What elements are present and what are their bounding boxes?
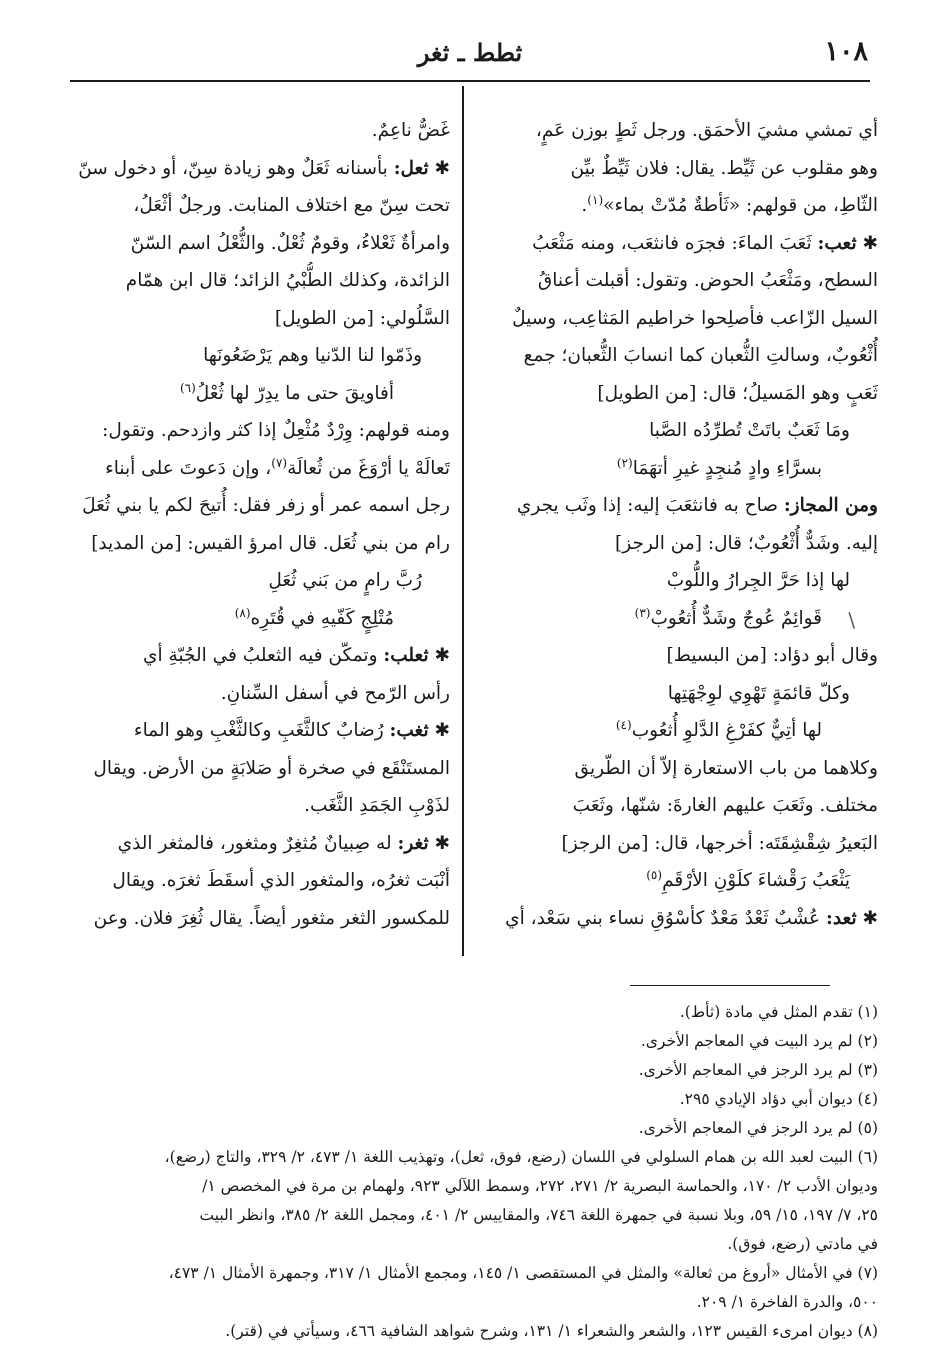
footnote-continuation: ٢٥، ٧/ ١٩٧، ١٥/ ٥٩، وبلا نسبة في جمهرة اللغة ٧٤٦، والمقاييس ٢/ ٤٠١، ومجمل اللغة ٢/ ٣٨٥، وانظر البيت bbox=[199, 1206, 878, 1224]
footnote-continuation: ٥٠٠، والدرة الفاخرة ١/ ٢٠٩. bbox=[696, 1293, 878, 1311]
entry-thaghar: ✱ ثغر: له صِبيانٌ مُثغِرٌ ومثغور، فالمثغر الذي bbox=[117, 832, 450, 854]
page-header bbox=[40, 32, 900, 76]
text-line: رجل اسمه عمر أو زفر فقل: أُتيحَ لكم يا بني ثُعَلَ bbox=[82, 495, 450, 516]
majaz-label: ومن المجاز: bbox=[783, 495, 878, 516]
text-line bbox=[50, 450, 450, 488]
verse-line bbox=[488, 712, 878, 750]
entry-thaal: ✱ ثعل: بأسنانه ثَعَلٌ وهو زيادة سِنّ، أو دخول سنّ bbox=[78, 157, 450, 179]
stray-pen-mark: / bbox=[841, 608, 862, 632]
text-line: إليه. وشَدٌّ أُثْعُوبٌ؛ قال: [من الرجز] bbox=[615, 532, 878, 554]
verse-line bbox=[488, 600, 878, 638]
footnote-marker: (٧) bbox=[271, 455, 288, 470]
text-line-tail: ، وإن دَعوتَ على أبناء bbox=[105, 457, 272, 479]
footnote-marker: (٥) bbox=[646, 867, 663, 882]
entry-text: له صِبيانٌ مُثغِرٌ ومثغور، فالمثغر الذي bbox=[117, 832, 392, 854]
footnote-marker: (٤) bbox=[615, 717, 632, 732]
entry-text: عُشْبٌ ثَعْدٌ مَعْدٌ كأسْوُقِ نساء بني سَعْد، أي bbox=[505, 907, 821, 929]
verse-text: لها أتِيٌّ كفَرْغِ الدَّلوِ أُثعُوب bbox=[631, 720, 822, 741]
text-line: وهو مقلوب عن ثَيِّط. يقال: فلان ثَيِّطٌ بيِّن bbox=[570, 157, 878, 179]
text-line: ومنه قولهم: وِرْدٌ مُثْعِلٌ إذا كثر وازدحم. وتقول: bbox=[102, 420, 450, 441]
page-number: ١٠٨ bbox=[824, 36, 868, 67]
entry-text: رُضابٌ كالثَّغَبِ وكالثَّغْبِ وهو الماء bbox=[133, 720, 384, 741]
verse-line bbox=[50, 600, 450, 638]
footnote: (٦) البيت لعبد الله بن همام السلولي في اللسان (رضع، فوق، ثعل)، وتهذيب اللغة ١/ ٤٧٣، ٢/ ٣٢٩، والتاج (رضع)، bbox=[164, 1148, 878, 1166]
text-line: وقال أبو دؤاد: [من البسيط] bbox=[666, 645, 878, 666]
text-line bbox=[488, 487, 878, 525]
verse-line: رُبَّ رامٍ من بَني ثُعَلِ bbox=[268, 570, 422, 591]
text-line: السَّلُولي: [من الطويل] bbox=[274, 307, 450, 329]
entry-text: بأسنانه ثَعَلٌ وهو زيادة سِنّ، أو دخول سنّ bbox=[78, 157, 388, 179]
footnote: (٤) ديوان أبي دؤاد الإيادي ٢٩٥. bbox=[679, 1090, 878, 1108]
verse-text: مُتْلِجٍ كَفّيهِ في قُتَرِه bbox=[250, 607, 394, 629]
text-line: وكلاهما من باب الاستعارة إلاّ أن الطّريق bbox=[574, 757, 878, 779]
footnote: (٢) لم يرد البيت في المعاجم الأخرى. bbox=[640, 1032, 878, 1050]
text-line: وامرأةٌ ثَعْلاءُ، وقومٌ ثُعْلٌ. والثُّعْلُ اسم السّنّ bbox=[130, 232, 450, 254]
verse-line bbox=[50, 375, 450, 413]
text-line: الزائدة، وكذلك الطُّبْيُ الزائد؛ قال ابن همّام bbox=[125, 270, 450, 291]
text-line: أي تمشي مشيَ الأحمَق. ورجل ثَطٍ بوزن عَمٍ، bbox=[535, 120, 878, 141]
footnote-marker: (٢) bbox=[616, 455, 633, 470]
right-column bbox=[488, 112, 878, 937]
left-column bbox=[50, 112, 450, 937]
footnote-marker: (١) bbox=[587, 192, 604, 207]
text-line: رام من بني ثُعَل. قال امرؤ القيس: [من المديد] bbox=[91, 532, 450, 554]
text-line: رأس الرّمح في أسفل السِّنانِ. bbox=[220, 682, 450, 704]
verse-text: أفاويقَ حتى ما يدِرّ لها ثُعْلُ bbox=[195, 382, 394, 404]
verse-line bbox=[488, 450, 878, 488]
text-line: البَعيرُ شِقْشِقَتَه: أخرجها، قال: [من الرجز] bbox=[561, 832, 878, 854]
entry-text: ثَعَبَ الماءَ: فجرَه فانثعَب، ومنه مَثْعَبُ bbox=[532, 232, 812, 254]
text-line: للمكسور الثغر مثغور أيضاً. يقال ثُغِرَ فلان. وعن bbox=[93, 907, 450, 929]
verse-text: بسرَّاءِ وادٍ مُنجِدٍ غيرِ أتهَمَا bbox=[632, 457, 822, 479]
entry-thaab: ✱ ثعب: ثَعَبَ الماءَ: فجرَه فانثعَب، ومنه مَثْعَبُ bbox=[532, 232, 878, 254]
entry-headword: ثغب: bbox=[389, 720, 429, 741]
text-line: المستَنْقَع في صخرة أو صَلابَةٍ من الأرض. ويقال bbox=[93, 757, 450, 779]
text-line-body: تَعالَهْ يا أرْوَغَ من ثُعالَة bbox=[287, 457, 450, 479]
text-line: لذَوْبِ الجَمَدِ الثَّغَب. bbox=[304, 795, 450, 816]
header-rule bbox=[70, 80, 870, 82]
entry-headword: ثعب: bbox=[817, 232, 857, 254]
entry-headword: ثعلب: bbox=[383, 645, 429, 666]
footnote-continuation: وديوان الأدب ٢/ ١٧٠، والحماسة البصرية ٢/ ٢٧١، ٢٧٢، وسمط اللآلي ٩٢٣، ولهمام بن مرة في المخصص ١/ bbox=[202, 1177, 878, 1195]
verse-line: وكلّ قائمَةٍ تَهْوِي لوِجْهَتِها bbox=[667, 682, 850, 704]
text-line: أنْبَت ثغرُه، والمثغور الذي أسقَطَ ثغرَه. ويقال bbox=[112, 870, 450, 891]
footnote-marker: (٨) bbox=[234, 605, 251, 620]
verse-text: يَثْعَبُ رَقْشاءَ كلَوْنِ الأرْقَمِ bbox=[662, 870, 850, 891]
text-line: السطح، ومَثْعَبُ الحوض. وتقول: أقبلت أعناقُ bbox=[537, 270, 878, 291]
footnote: (٧) في الأمثال «أروغ من ثعالة» والمثل في المستقصى ١/ ١٤٥، ومجمع الأمثال ١/ ٣١٧، وجمهرة الأمثال ١/ ٤٧٣، bbox=[168, 1264, 878, 1282]
verse-text: قَوائِمٌ عُوجٌ وشَدٌّ أُثعُوبْ bbox=[650, 607, 822, 629]
verse-line: ومَا ثَعَبٌ باتَتْ تُطرِّدُه الصَّبا bbox=[649, 420, 850, 441]
entry-thaalab: ✱ ثعلب: وتمكّن فيه الثعلبُ في الجُبّةِ أي bbox=[143, 645, 450, 666]
footnote: (٥) لم يرد الرجز في المعاجم الأخرى. bbox=[638, 1119, 878, 1137]
entry-headword: ثعد: bbox=[825, 907, 857, 929]
text-line: ثَعَبٍ وهو المَسيلُ؛ قال: [من الطويل] bbox=[597, 382, 878, 404]
text-line: تحت سِنّ مع اختلاف المنابت. ورجلٌ أثْعَلُ، bbox=[133, 195, 450, 216]
verse-line: وذَمّوا لنا الدّنيا وهم يَرْضَعُونَها bbox=[203, 345, 422, 366]
entry-thad: ✱ ثعد: عُشْبٌ ثَعْدٌ مَعْدٌ كأسْوُقِ نساء بني سَعْد، أي bbox=[505, 907, 878, 929]
entry-text: وتمكّن فيه الثعلبُ في الجُبّةِ أي bbox=[143, 645, 378, 666]
entry-headword: ثعل: bbox=[393, 157, 429, 179]
column-divider bbox=[462, 86, 464, 956]
verse-line bbox=[488, 862, 878, 900]
text-line-body: صاح به فانثعَبَ إليه: إذا وثَب يجري bbox=[516, 495, 778, 516]
footnote-rule bbox=[630, 985, 830, 986]
footnotes bbox=[48, 998, 878, 1346]
footnote: (٣) لم يرد الرجز في المعاجم الأخرى. bbox=[638, 1061, 878, 1079]
entry-thaghab: ✱ ثغب: رُضابٌ كالثَّغَبِ وكالثَّغْبِ وهو الماء bbox=[133, 720, 450, 741]
footnote: (٨) ديوان امرىء القيس ١٢٣، والشعر والشعراء ١/ ١٣١، وشرح شواهد الشافية ٤٦٦، وسيأتي في (قتر). bbox=[225, 1322, 878, 1340]
footnote-marker: (٦) bbox=[179, 380, 196, 395]
verse-line: لها إذا حَرَّ الجِرارُ واللُّوبْ bbox=[666, 570, 850, 591]
text-line: السيل الزّاعب فأصلِحوا خراطيم المَثاعِب، وسيلٌ bbox=[512, 307, 878, 329]
text-line: الثّاطِ، من قولهم: «ثَأطةٌ مُدّتْ بماء»$^{(١)}$. bbox=[581, 192, 878, 216]
entry-headword: ثغر: bbox=[397, 832, 429, 854]
text-line: غَضٌّ ناعِمٌ. bbox=[371, 120, 450, 141]
text-line: مختلف. وثَعَبَ عليهم الغارةَ: شنّها، وثَعَبَ bbox=[572, 795, 878, 816]
footnote-marker: (٣) bbox=[634, 605, 651, 620]
text-line: أُثْعُوبٌ، وسالتِ الثُّعبان كما انسابَ الثُّعبان؛ جمع bbox=[523, 345, 878, 366]
footnote-continuation: في مادتي (رضع، فوق). bbox=[727, 1235, 878, 1253]
footnote: (١) تقدم المثل في مادة (ثأط). bbox=[679, 1003, 878, 1021]
text-line-body: الثّاطِ، من قولهم: «ثَأطةٌ مُدّتْ بماء» bbox=[603, 195, 878, 216]
running-title: ثطط ـ ثغر bbox=[417, 38, 523, 67]
